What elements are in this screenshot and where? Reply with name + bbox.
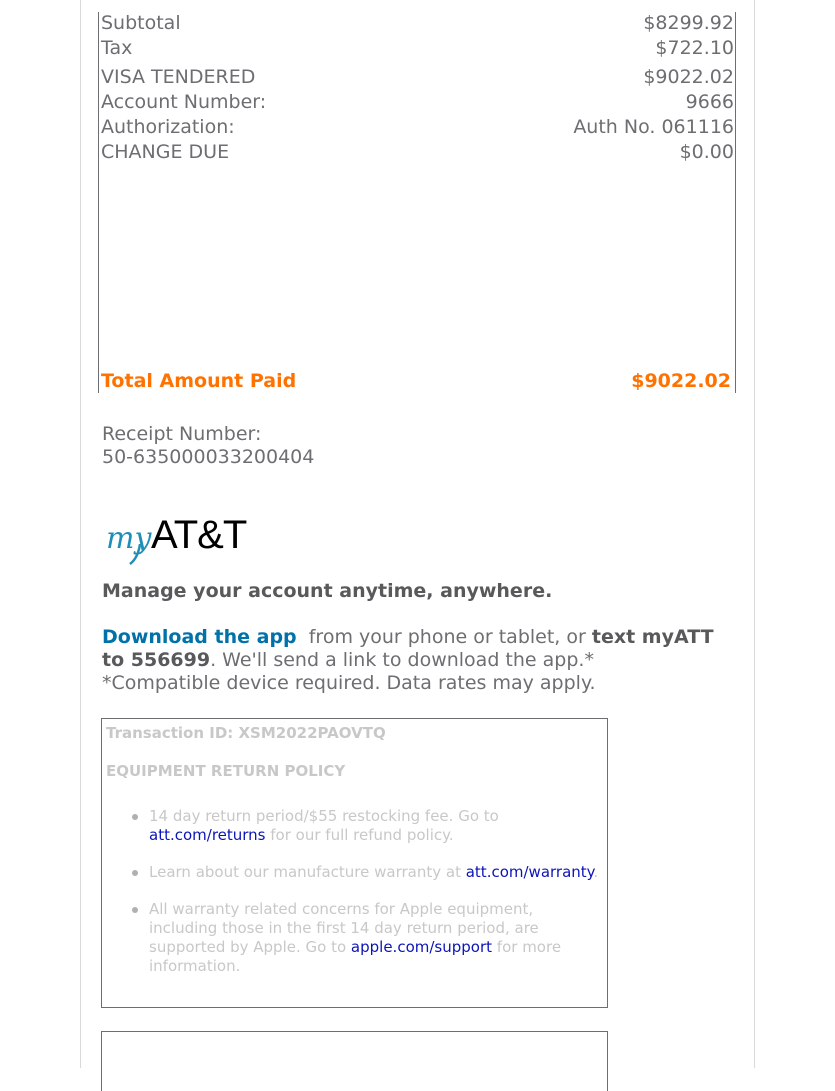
download-app-promo	[102, 626, 742, 695]
manage-account-heading: Manage your account anytime, anywhere.	[102, 580, 553, 602]
returns-link[interactable]: att.com/returns	[149, 826, 266, 844]
total-value: $9022.02	[631, 370, 731, 392]
policy-text: .	[593, 863, 599, 881]
row-label: Account Number:	[101, 91, 267, 113]
list-item	[102, 807, 602, 845]
summary-row-subtotal	[99, 12, 735, 36]
next-section-box	[101, 1031, 608, 1091]
page-border-right	[754, 0, 755, 1068]
row-label: Authorization:	[101, 116, 235, 138]
receipt-number-block	[102, 423, 314, 469]
compatibility-note: *Compatible device required. Data rates may apply.	[102, 672, 596, 694]
receipt-label: Receipt Number:	[102, 423, 262, 445]
policy-title: EQUIPMENT RETURN POLICY	[106, 762, 346, 780]
download-app-link[interactable]: Download the app	[102, 626, 297, 648]
receipt-number: 50-635000033200404	[102, 446, 315, 468]
policy-list	[102, 807, 602, 994]
transaction-id: Transaction ID: XSM2022PAOVTQ	[106, 724, 386, 742]
bullet-icon	[132, 907, 138, 913]
list-item	[102, 863, 602, 882]
summary-row-tax	[99, 37, 735, 61]
promo-text: from your phone or tablet, or	[308, 626, 586, 648]
return-policy-box	[101, 718, 608, 1008]
row-value: $9022.02	[643, 66, 734, 88]
bullet-icon	[132, 870, 138, 876]
policy-text: Learn about our manufacture warranty at	[149, 863, 461, 881]
summary-row-authorization	[99, 116, 735, 140]
policy-text: for our full refund policy.	[270, 826, 454, 844]
row-label: VISA TENDERED	[101, 66, 256, 88]
warranty-link[interactable]: att.com/warranty	[465, 863, 594, 881]
list-item	[102, 900, 602, 976]
policy-text: All warranty related concerns for Apple equipment, including those in the first 14 day return period, are supported by Apple. Go to	[149, 900, 539, 956]
row-value: $8299.92	[643, 12, 734, 34]
summary-row-change-due	[99, 141, 735, 165]
row-label: Tax	[101, 37, 133, 59]
policy-text: for more information.	[149, 938, 562, 975]
row-label: CHANGE DUE	[101, 141, 230, 163]
row-value: $0.00	[679, 141, 734, 163]
row-value: Auth No. 061116	[573, 116, 734, 138]
policy-text: 14 day return period/$55 restocking fee. Go to	[149, 807, 499, 825]
promo-text-end: . We'll send a link to download the app.*	[210, 649, 594, 671]
total-amount-paid	[99, 370, 735, 394]
row-label: Subtotal	[101, 12, 181, 34]
row-value: 9666	[685, 91, 734, 113]
row-value: $722.10	[655, 37, 734, 59]
page-border-left	[80, 0, 81, 1068]
apple-support-link[interactable]: apple.com/support	[350, 938, 493, 956]
total-label: Total Amount Paid	[101, 370, 297, 392]
logo-script-text: my	[106, 521, 152, 556]
logo-brand-text: AT&T	[151, 513, 247, 557]
myatt-logo	[104, 506, 264, 572]
bullet-icon	[132, 814, 138, 820]
promo-text-bold: text myATT to 556699	[102, 626, 714, 671]
summary-row-visa-tendered	[99, 66, 735, 90]
payment-summary	[98, 12, 736, 393]
summary-row-account-number	[99, 91, 735, 115]
